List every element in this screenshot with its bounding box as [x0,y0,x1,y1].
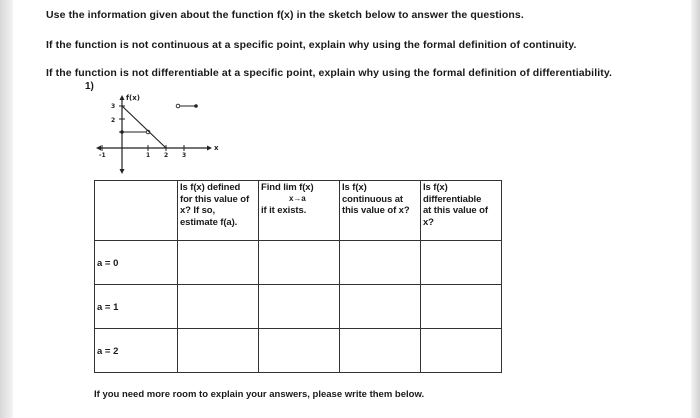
header-cell-defined [178,181,259,241]
right-window-frame [691,0,700,418]
y-tick-label: 2 [111,117,116,124]
header-text: Find lim f(x) [261,182,314,193]
header-text: estimate f(a). [180,216,238,228]
answer-cell[interactable] [178,329,259,373]
header-text: continuous at [342,193,403,205]
header-text: x? [423,216,434,228]
answer-cell[interactable] [340,329,421,373]
answer-cell[interactable] [421,329,502,373]
x-tick-label: -1 [99,152,106,159]
header-cell-empty [95,181,178,241]
header-text: differentiable [423,193,482,205]
left-window-frame [0,0,13,418]
header-text: at this value of [423,205,488,216]
y-axis-arrow [120,95,125,100]
answer-cell[interactable] [340,241,421,285]
closed-point [194,104,198,108]
function-sketch [92,92,232,176]
row-label-cell [95,241,178,285]
header-text: x? If so, [180,205,215,216]
graph-segment-diagonal [122,106,166,148]
x-tick-label: 3 [182,152,187,159]
table-header-row [95,181,502,241]
table-row [95,285,502,329]
header-cell-differentiable [421,181,502,241]
x-axis-arrow-left [96,146,101,151]
x-tick-label: 2 [164,152,169,159]
answer-table [94,180,502,373]
answer-cell[interactable] [340,285,421,329]
limit-subscript: x→a [289,193,306,203]
x-axis-arrow-right [207,146,212,151]
row-label-cell [95,285,178,329]
header-text: Is f(x) [342,182,367,193]
row-label: a = 2 [97,346,119,357]
answer-cell[interactable] [178,285,259,329]
y-tick-label: 3 [111,103,116,110]
x-tick-label: 1 [146,152,151,159]
header-text: Is f(x) [423,182,448,193]
table-row [95,329,502,373]
header-text: Is f(x) defined [180,182,241,193]
header-text: if it exists. [261,204,307,216]
answer-cell[interactable] [259,285,340,329]
y-axis-arrow-bottom [120,169,125,174]
row-label: a = 1 [97,302,119,313]
answer-cell[interactable] [178,241,259,285]
function-label: f(x) [126,94,140,102]
row-label-cell [95,329,178,373]
answer-cell[interactable] [421,285,502,329]
footer-note: If you need more room to explain your answers, please write them below. [94,389,425,400]
answer-cell[interactable] [259,241,340,285]
answer-cell[interactable] [259,329,340,373]
x-axis-label: x [214,144,219,152]
table-row [95,241,502,285]
open-point [176,104,180,108]
header-text: this value of x? [342,205,410,216]
instruction-line-3: If the function is not differentiable at a specific point, explain why using the formal definition of differentiability. [46,67,613,79]
header-text: for this value of [180,193,250,205]
answer-cell[interactable] [421,241,502,285]
header-cell-continuous [340,181,421,241]
closed-point [120,130,124,134]
header-cell-limit [259,181,340,241]
row-label: a = 0 [97,258,119,269]
question-number: 1) [85,81,94,92]
instruction-line-1: Use the information given about the function f(x) in the sketch below to answer the questions. [46,9,524,21]
instruction-line-2: If the function is not continuous at a specific point, explain why using the formal definition of continuity. [46,39,577,51]
